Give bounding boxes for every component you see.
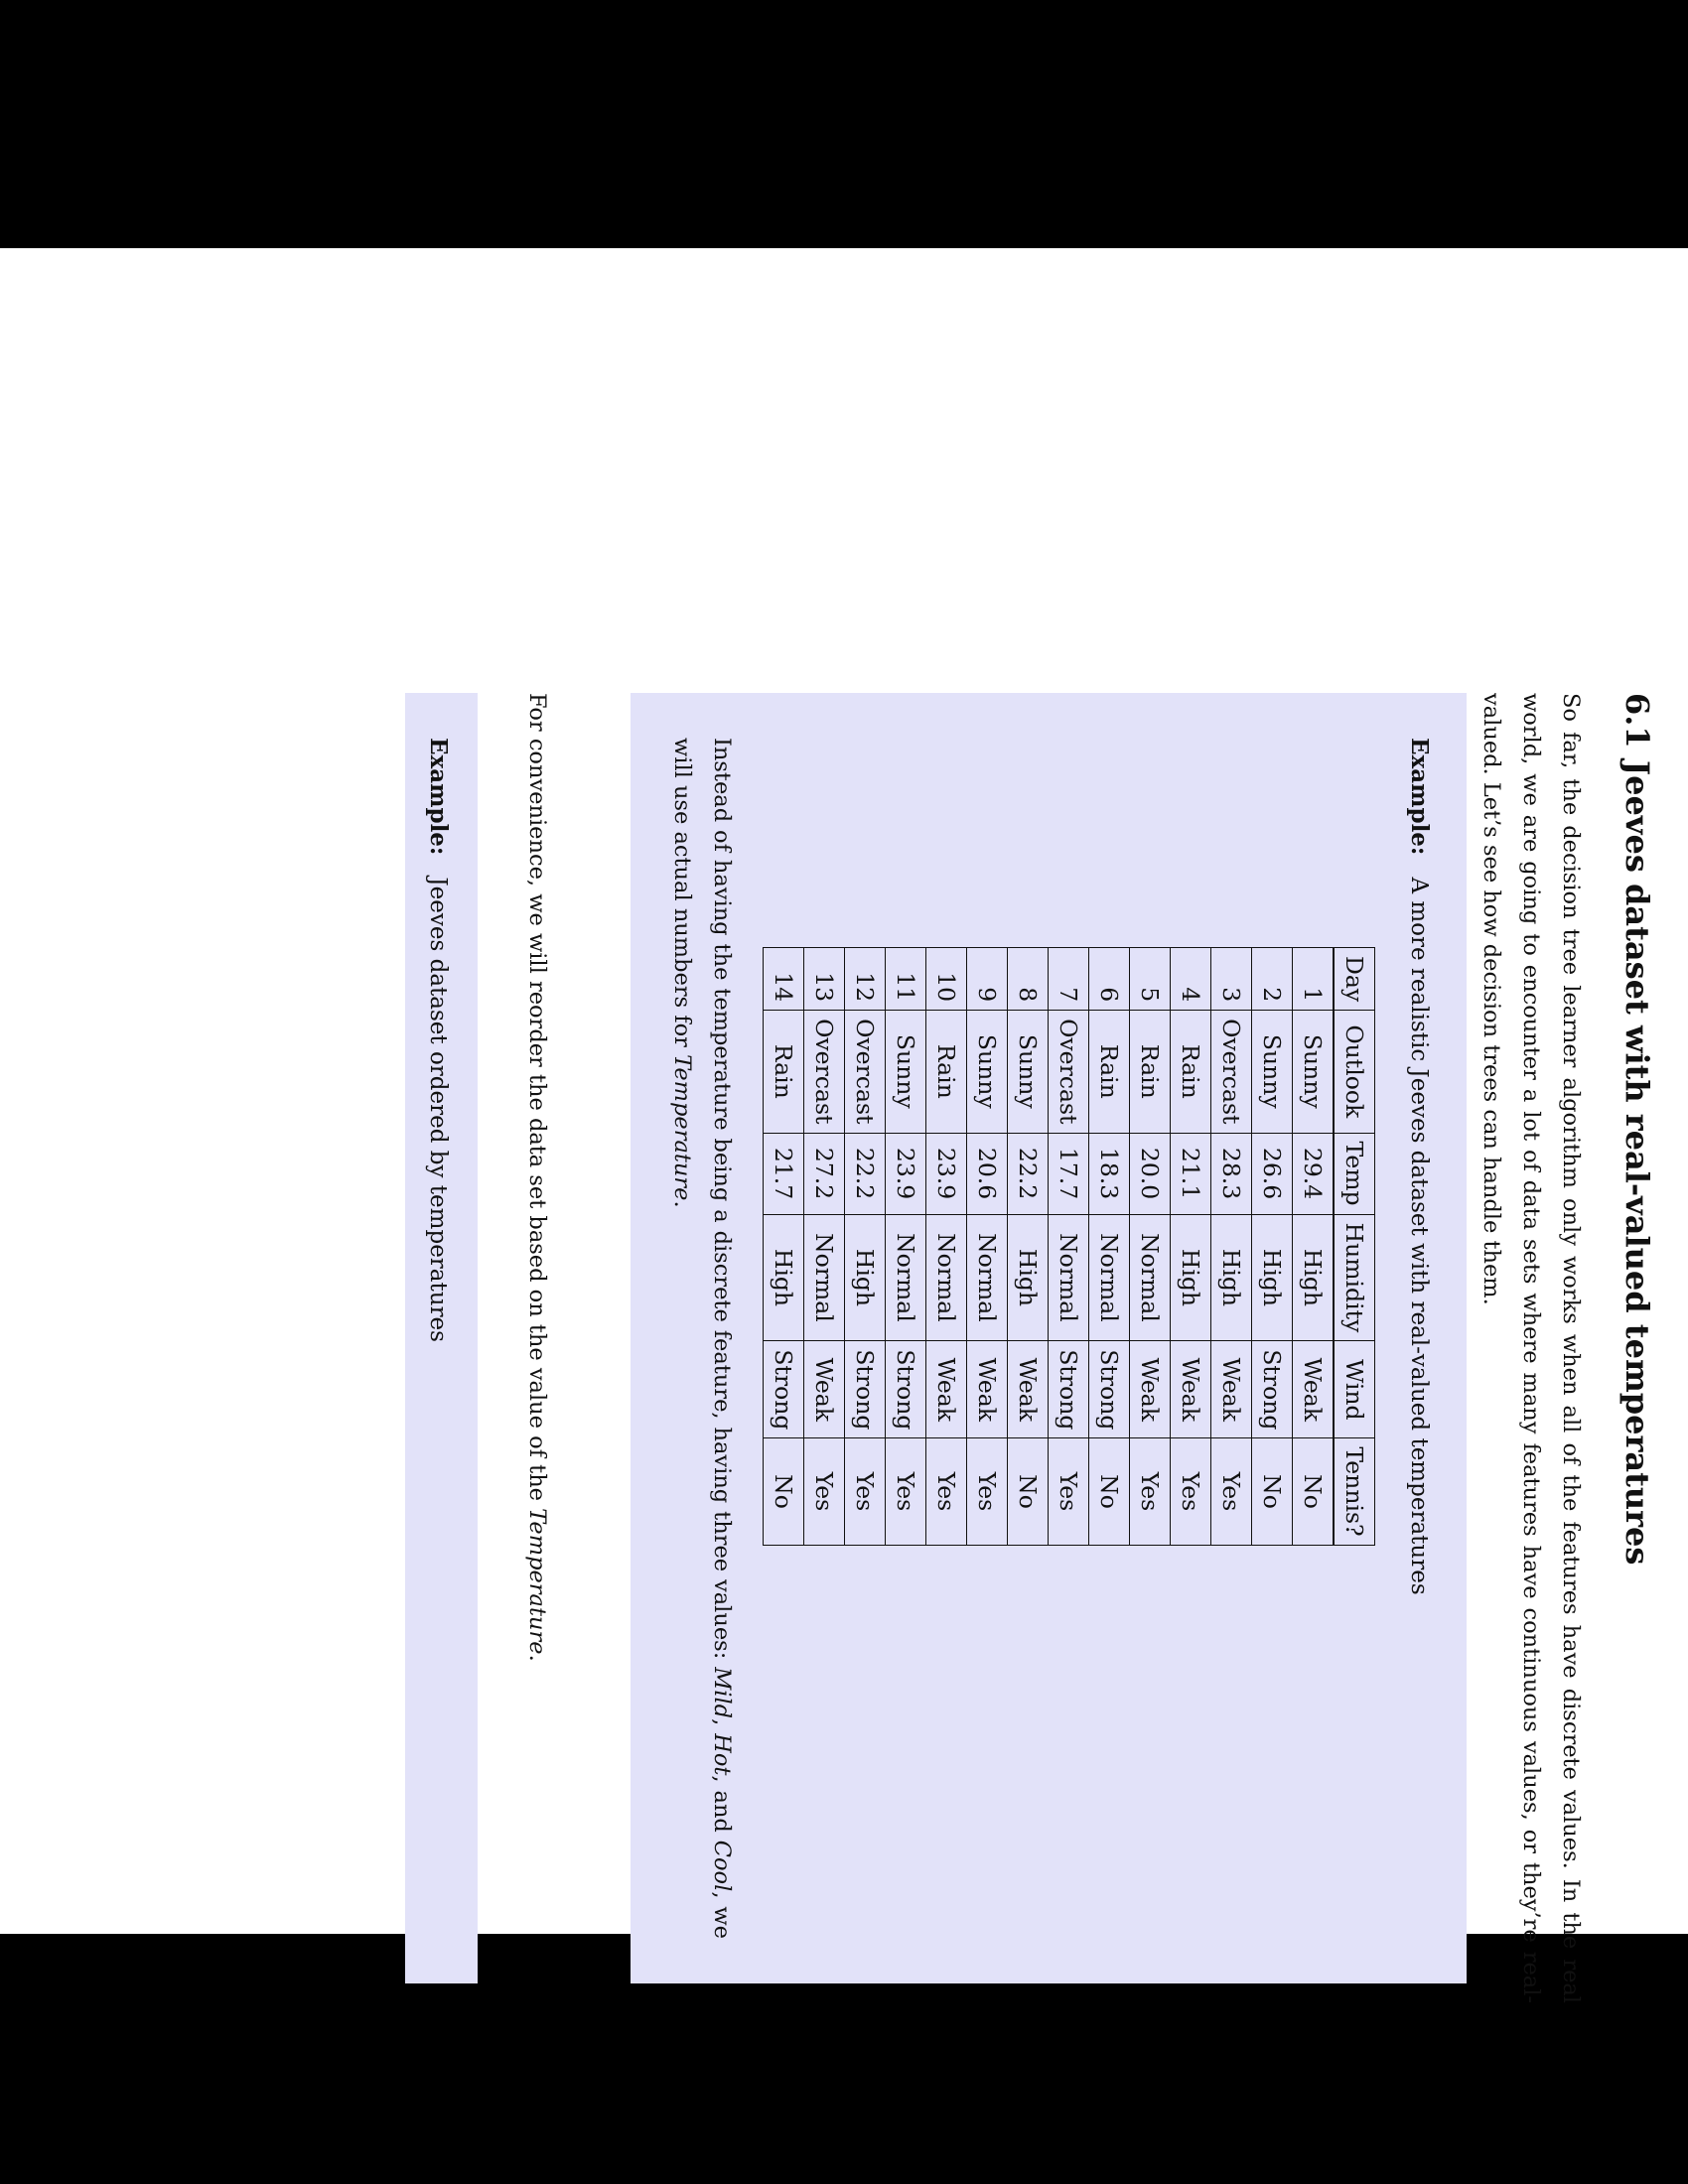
cell-wind: Strong [886, 1341, 926, 1438]
cell-wind: Strong [1049, 1341, 1089, 1438]
table-row [804, 948, 845, 1546]
cell-temp: 29.4 [1293, 1133, 1335, 1214]
cell-day: 5 [1130, 948, 1171, 1011]
cell-humidity: Normal [1089, 1214, 1130, 1341]
paragraph-text: For convenience, we will reorder the data set based on the value of the [524, 693, 550, 1509]
cell-outlook: Sunny [1008, 1011, 1049, 1133]
table-row [1049, 948, 1089, 1546]
header-temp: Temp [1334, 1133, 1375, 1214]
cell-outlook: Rain [1089, 1011, 1130, 1133]
cell-temp: 26.6 [1252, 1133, 1293, 1214]
cell-tennis: No [1008, 1438, 1049, 1545]
cell-tennis: Yes [1049, 1438, 1089, 1545]
example-box-ordered [405, 693, 478, 1983]
cell-tennis: No [1252, 1438, 1293, 1545]
table-header-row [1334, 948, 1375, 1546]
table-row [845, 948, 886, 1546]
cell-outlook: Rain [926, 1011, 967, 1133]
table-row [926, 948, 967, 1546]
cell-humidity: High [1252, 1214, 1293, 1341]
reorder-paragraph [517, 693, 557, 2003]
cell-day: 8 [1008, 948, 1049, 1011]
cell-temp: 23.9 [926, 1133, 967, 1214]
cell-temp: 20.0 [1130, 1133, 1171, 1214]
cell-outlook: Rain [1130, 1011, 1171, 1133]
cell-outlook: Sunny [1293, 1011, 1335, 1133]
cell-outlook: Overcast [804, 1011, 845, 1133]
example-label: Example: [425, 738, 452, 856]
cell-temp: 28.3 [1211, 1133, 1252, 1214]
cell-day: 11 [886, 948, 926, 1011]
cell-humidity: High [1293, 1214, 1335, 1341]
cell-wind: Strong [1089, 1341, 1130, 1438]
cell-outlook: Overcast [1211, 1011, 1252, 1133]
note-temperature: Temperature [669, 1054, 695, 1201]
header-outlook: Outlook [1334, 1011, 1375, 1133]
header-humidity: Humidity [1334, 1214, 1375, 1341]
rotated-page-content [405, 693, 1656, 2003]
cell-humidity: High [764, 1214, 804, 1341]
cell-temp: 18.3 [1089, 1133, 1130, 1214]
cell-day: 6 [1089, 948, 1130, 1011]
cell-tennis: Yes [1171, 1438, 1211, 1545]
cell-wind: Weak [1293, 1341, 1335, 1438]
cell-temp: 21.1 [1171, 1133, 1211, 1214]
cell-outlook: Sunny [886, 1011, 926, 1133]
cell-tennis: No [1089, 1438, 1130, 1545]
cell-tennis: Yes [845, 1438, 886, 1545]
table-row [1252, 948, 1293, 1546]
example-caption: A more realistic Jeeves dataset with real-valued temperatures [1406, 877, 1432, 1595]
cell-tennis: No [1293, 1438, 1335, 1545]
cell-day: 12 [845, 948, 886, 1011]
cell-temp: 23.9 [886, 1133, 926, 1214]
cell-humidity: Normal [1049, 1214, 1089, 1341]
cell-day: 7 [1049, 948, 1089, 1011]
cell-day: 9 [967, 948, 1008, 1011]
cell-wind: Strong [764, 1341, 804, 1438]
cell-temp: 20.6 [967, 1133, 1008, 1214]
table-row [1130, 948, 1171, 1546]
note-text: Instead of having the temperature being a discrete feature, having three values: [709, 738, 735, 1668]
cell-humidity: Normal [967, 1214, 1008, 1341]
cell-wind: Weak [1171, 1341, 1211, 1438]
cell-day: 2 [1252, 948, 1293, 1011]
cell-humidity: High [1171, 1214, 1211, 1341]
cell-day: 3 [1211, 948, 1252, 1011]
note-text: . [669, 1200, 695, 1208]
example-caption: Jeeves dataset ordered by temperatures [425, 877, 451, 1342]
section-heading [1618, 693, 1656, 2003]
example-note [662, 738, 742, 1939]
cell-temp: 22.2 [1008, 1133, 1049, 1214]
table-row [886, 948, 926, 1546]
example-box-dataset [631, 693, 1467, 1983]
header-wind: Wind [1334, 1341, 1375, 1438]
example-heading [1406, 738, 1433, 1595]
table-body [764, 948, 1335, 1546]
section-title: Jeeves dataset with real-valued temperatures [1618, 760, 1656, 1566]
header-day: Day [1334, 948, 1375, 1011]
cell-wind: Weak [1008, 1341, 1049, 1438]
cell-wind: Strong [845, 1341, 886, 1438]
cell-temp: 17.7 [1049, 1133, 1089, 1214]
note-cool: Cool [709, 1840, 735, 1892]
document-page [0, 248, 1688, 2003]
cell-temp: 21.7 [764, 1133, 804, 1214]
table-row [967, 948, 1008, 1546]
intro-paragraph: So far, the decision tree learner algorithm only works when all of the features have discrete values. In the real world, we are going to encounter a lot of data sets where many features have continuous values, or they’re real-valued. Let’s see how decision trees can handle them. [1478, 693, 1584, 2003]
cell-tennis: Yes [967, 1438, 1008, 1545]
cell-tennis: No [764, 1438, 804, 1545]
table-row [1293, 948, 1335, 1546]
table-row [1089, 948, 1130, 1546]
paragraph-temperature: Temperature [524, 1508, 550, 1655]
cell-temp: 27.2 [804, 1133, 845, 1214]
cell-outlook: Rain [1171, 1011, 1211, 1133]
cell-wind: Weak [1211, 1341, 1252, 1438]
cell-day: 13 [804, 948, 845, 1011]
cell-tennis: Yes [1211, 1438, 1252, 1545]
jeeves-data-table [763, 947, 1375, 1546]
cell-tennis: Yes [926, 1438, 967, 1545]
note-text: , we will use actual numbers for [669, 738, 735, 1939]
cell-temp: 22.2 [845, 1133, 886, 1214]
cell-tennis: Yes [804, 1438, 845, 1545]
cell-tennis: Yes [1130, 1438, 1171, 1545]
cell-wind: Strong [1252, 1341, 1293, 1438]
note-hot: Hot [709, 1733, 735, 1776]
header-tennis: Tennis? [1334, 1438, 1375, 1545]
cell-tennis: Yes [886, 1438, 926, 1545]
note-text: , and [709, 1775, 735, 1841]
cell-outlook: Rain [764, 1011, 804, 1133]
cell-day: 14 [764, 948, 804, 1011]
cell-wind: Weak [967, 1341, 1008, 1438]
cell-day: 1 [1293, 948, 1335, 1011]
cell-humidity: Normal [1130, 1214, 1171, 1341]
section-number: 6.1 [1618, 693, 1656, 749]
cell-humidity: Normal [804, 1214, 845, 1341]
cell-outlook: Sunny [967, 1011, 1008, 1133]
cell-humidity: High [845, 1214, 886, 1341]
table-row [764, 948, 804, 1546]
cell-wind: Weak [804, 1341, 845, 1438]
table-row [1008, 948, 1049, 1546]
cell-outlook: Overcast [1049, 1011, 1089, 1133]
cell-humidity: High [1008, 1214, 1049, 1341]
example-label: Example: [1406, 738, 1433, 856]
example-heading [425, 738, 452, 1342]
paragraph-text: . [524, 1654, 550, 1662]
table-row [1211, 948, 1252, 1546]
note-text: , [709, 1718, 735, 1734]
cell-wind: Weak [926, 1341, 967, 1438]
cell-outlook: Sunny [1252, 1011, 1293, 1133]
note-mild: Mild [709, 1667, 735, 1719]
cell-day: 10 [926, 948, 967, 1011]
cell-outlook: Overcast [845, 1011, 886, 1133]
table-row [1171, 948, 1211, 1546]
cell-humidity: High [1211, 1214, 1252, 1341]
cell-day: 4 [1171, 948, 1211, 1011]
cell-wind: Weak [1130, 1341, 1171, 1438]
cell-humidity: Normal [926, 1214, 967, 1341]
cell-humidity: Normal [886, 1214, 926, 1341]
